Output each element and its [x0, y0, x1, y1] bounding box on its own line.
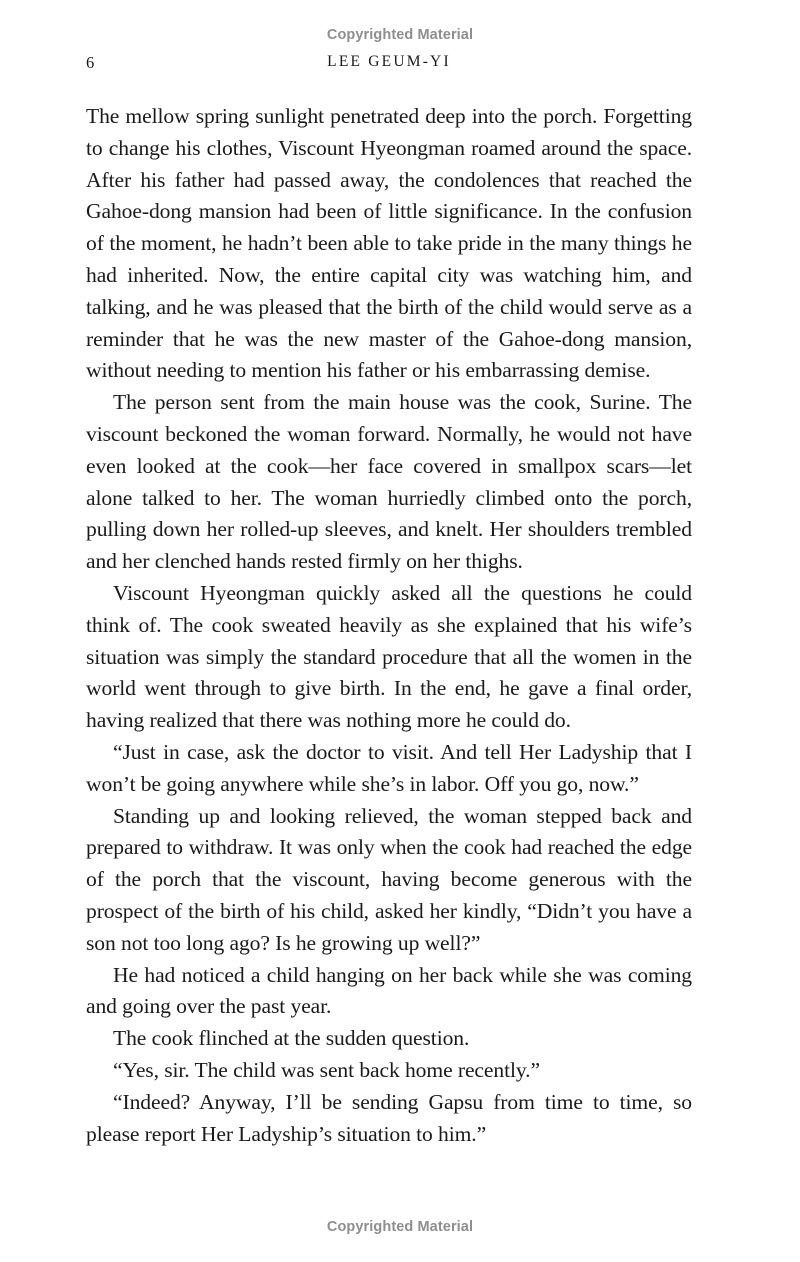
copyright-watermark-top: Copyrighted Material: [326, 27, 474, 43]
paragraph-7: The cook flinched at the sudden question.: [113, 1026, 470, 1051]
paragraph-9: “Indeed? Anyway, I’ll be sending Gapsu from time to time, so please report Her Ladyship’s situation to him.”: [86, 1089, 692, 1146]
page-number: 6: [86, 53, 95, 72]
paragraph-6: He had noticed a child hanging on her back while she was coming and going over the past year.: [86, 962, 692, 1019]
body-text: [86, 101, 692, 1150]
paragraph-2: The person sent from the main house was the cook, Surine. The viscount beckoned the woman forward. Normally, he would not have even looked at the cook—her face covered in smallpox scars—let alone talked to her. The woman hurriedly climbed onto the porch, pulling down her rolled-up sleeves, and knelt. Her shoulders trembled and her clenched hands rested firmly on her thighs.: [86, 390, 692, 574]
running-title-author: LEE GEUM-YI: [327, 53, 451, 70]
paragraph-3: Viscount Hyeongman quickly asked all the questions he could think of. The cook sweated heavily as she explained that his wife’s situation was simply the standard procedure that all the women in the world went through to give birth. In the end, he gave a final order, having realized that there was nothing more he could do.: [86, 580, 692, 733]
running-head: [86, 53, 692, 77]
paragraph-4: “Just in case, ask the doctor to visit. And tell Her Ladyship that I won’t be going anywhere while she’s in labor. Off you go, now.”: [86, 739, 692, 796]
paragraph-5: Standing up and looking relieved, the woman stepped back and prepared to withdraw. It was only when the cook had reached the edge of the porch that the viscount, having become generous with the prospect of the birth of his child, asked her kindly, “Didn’t you have a son not too long ago? Is he growing up well?”: [86, 803, 692, 955]
paragraph-8: “Yes, sir. The child was sent back home recently.”: [113, 1057, 540, 1082]
copyright-watermark-bottom: Copyrighted Material: [326, 1219, 474, 1235]
paragraph-1: The mellow spring sunlight penetrated deep into the porch. Forgetting to change his clothes, Viscount Hyeongman roamed around the space. After his father had passed away, the condolences that reached the Gahoe-dong mansion had been of little significance. In the confusion of the moment, he hadn’t been able to take pride in the many things he had inherited. Now, the entire capital city was watching him, and talking, and he was pleased that the birth of the child would serve as a reminder that he was the new master of the Gahoe-dong mansion, without needing to mention his father or his embarrassing demise.: [86, 104, 692, 383]
